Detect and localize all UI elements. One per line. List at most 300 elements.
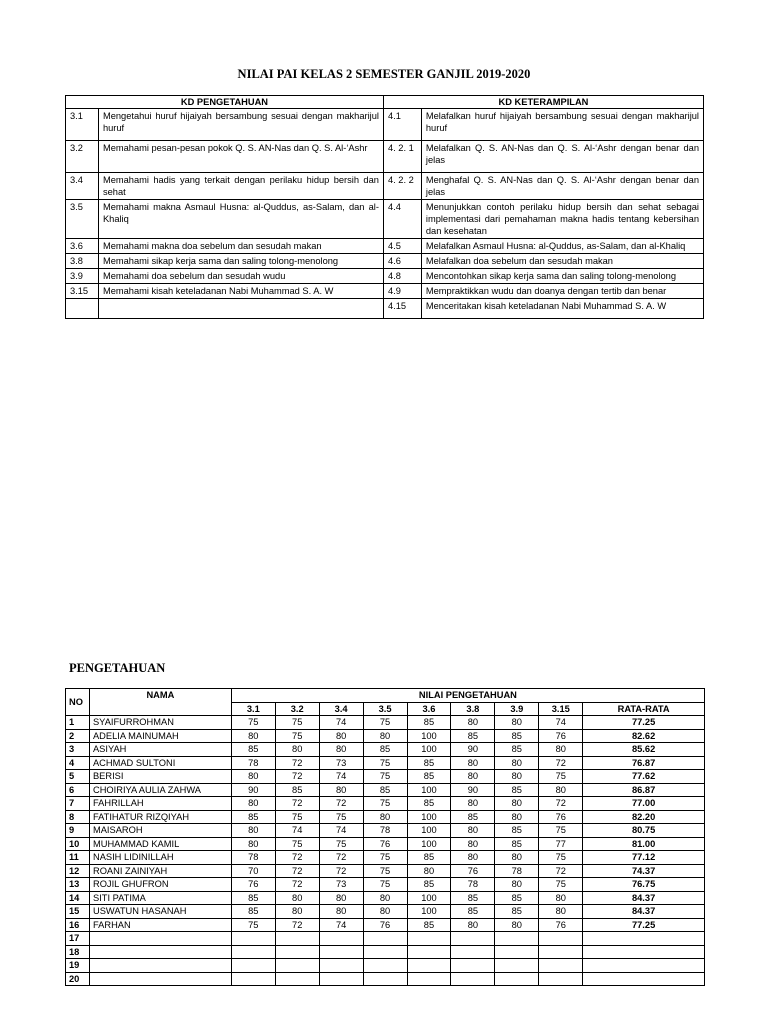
score-cell: 80 — [495, 810, 539, 824]
student-row — [66, 797, 705, 811]
score-cell: 80 — [451, 824, 495, 838]
kd-pengetahuan-number: 3.1 — [66, 109, 99, 141]
student-row — [66, 932, 705, 946]
average-score — [583, 972, 705, 986]
score-cell: 85 — [407, 756, 451, 770]
average-score: 76.87 — [583, 756, 705, 770]
score-cell — [407, 932, 451, 946]
kd-pengetahuan-text: Memahami kisah keteladanan Nabi Muhammad S. A. W — [98, 284, 383, 299]
kd-row — [66, 254, 704, 269]
score-cell — [407, 959, 451, 973]
score-cell: 100 — [407, 743, 451, 757]
score-cell: 80 — [275, 743, 319, 757]
student-number: 7 — [66, 797, 90, 811]
student-row — [66, 891, 705, 905]
score-cell — [275, 932, 319, 946]
average-score: 85.62 — [583, 743, 705, 757]
score-cell — [363, 959, 407, 973]
kd-row — [66, 269, 704, 284]
student-name — [89, 932, 231, 946]
student-number: 8 — [66, 810, 90, 824]
student-number: 12 — [66, 864, 90, 878]
score-table — [65, 688, 705, 986]
kd-pengetahuan-number: 3.4 — [66, 173, 99, 200]
kd-pengetahuan-text: Memahami doa sebelum dan sesudah wudu — [98, 269, 383, 284]
score-cell: 85 — [495, 824, 539, 838]
score-cell: 75 — [275, 729, 319, 743]
score-cell — [275, 959, 319, 973]
score-cell: 74 — [539, 716, 583, 730]
score-cell: 75 — [363, 878, 407, 892]
nilai-pengetahuan-header: NILAI PENGETAHUAN — [231, 689, 704, 703]
score-cell: 80 — [363, 905, 407, 919]
kd-keterampilan-text: Menunjukkan contoh perilaku hidup bersih dan sehat sebagai implementasi dari pemahaman makna hadis tentang kebersihan dan kesehatan — [421, 200, 703, 239]
score-cell: 100 — [407, 837, 451, 851]
student-row — [66, 729, 705, 743]
score-cell: 75 — [539, 878, 583, 892]
student-row — [66, 851, 705, 865]
student-row — [66, 824, 705, 838]
kd-keterampilan-number: 4.1 — [383, 109, 421, 141]
score-cell: 74 — [319, 770, 363, 784]
kd-keterampilan-number: 4.9 — [383, 284, 421, 299]
kd-table — [65, 95, 704, 319]
score-cell: 72 — [539, 864, 583, 878]
score-cell: 85 — [363, 783, 407, 797]
average-score: 77.62 — [583, 770, 705, 784]
score-cell: 80 — [231, 837, 275, 851]
kd-pengetahuan-text: Memahami makna doa sebelum dan sesudah makan — [98, 239, 383, 254]
average-score: 81.00 — [583, 837, 705, 851]
student-name — [89, 972, 231, 986]
student-number: 1 — [66, 716, 90, 730]
average-score: 77.00 — [583, 797, 705, 811]
student-name — [89, 959, 231, 973]
score-cell: 90 — [451, 783, 495, 797]
score-cell: 72 — [275, 797, 319, 811]
student-name: BERISI — [89, 770, 231, 784]
student-name: SITI PATIMA — [89, 891, 231, 905]
section-title-pengetahuan: PENGETAHUAN — [69, 661, 166, 675]
score-cell: 80 — [363, 729, 407, 743]
score-cell: 85 — [407, 716, 451, 730]
score-cell: 72 — [275, 878, 319, 892]
score-cell: 85 — [495, 729, 539, 743]
kd-row — [66, 299, 704, 319]
kd-pengetahuan-text — [98, 299, 383, 319]
kd-pengetahuan-number: 3.5 — [66, 200, 99, 239]
student-name: NASIH LIDINILLAH — [89, 851, 231, 865]
score-cell: 100 — [407, 824, 451, 838]
score-cell: 100 — [407, 729, 451, 743]
name-column-header: NAMA — [89, 689, 231, 716]
score-cell — [363, 945, 407, 959]
score-cell: 80 — [275, 905, 319, 919]
student-row — [66, 972, 705, 986]
kd-keterampilan-text: Melafalkan huruf hijaiyah bersambung sesuai dengan makharijul huruf — [421, 109, 703, 141]
score-cell — [495, 932, 539, 946]
score-cell: 80 — [319, 905, 363, 919]
kd-keterampilan-number: 4.4 — [383, 200, 421, 239]
score-cell — [275, 945, 319, 959]
score-cell — [231, 972, 275, 986]
student-number: 17 — [66, 932, 90, 946]
score-cell: 72 — [319, 864, 363, 878]
kd-keterampilan-text: Melafalkan Asmaul Husna: al-Quddus, as-Salam, dan al-Khaliq — [421, 239, 703, 254]
score-cell: 100 — [407, 810, 451, 824]
kd-row — [66, 173, 704, 200]
score-cell: 74 — [319, 918, 363, 932]
kd-column-header: 3.9 — [495, 702, 539, 716]
kd-pengetahuan-header: KD PENGETAHUAN — [66, 96, 384, 109]
kd-row — [66, 109, 704, 141]
kd-column-header: 3.8 — [451, 702, 495, 716]
score-cell — [363, 972, 407, 986]
score-cell — [407, 972, 451, 986]
kd-keterampilan-text: Menceritakan kisah keteladanan Nabi Muhammad S. A. W — [421, 299, 703, 319]
score-cell: 73 — [319, 756, 363, 770]
kd-pengetahuan-number: 3.2 — [66, 141, 99, 173]
student-row — [66, 945, 705, 959]
score-cell: 78 — [363, 824, 407, 838]
score-cell: 76 — [363, 918, 407, 932]
score-cell: 72 — [275, 756, 319, 770]
score-cell: 85 — [363, 743, 407, 757]
score-cell — [319, 959, 363, 973]
score-cell: 80 — [451, 918, 495, 932]
score-cell: 100 — [407, 905, 451, 919]
score-cell — [231, 959, 275, 973]
kd-header-row — [66, 96, 704, 109]
student-number: 20 — [66, 972, 90, 986]
score-cell: 80 — [495, 770, 539, 784]
student-row — [66, 810, 705, 824]
score-cell: 80 — [495, 851, 539, 865]
student-number: 11 — [66, 851, 90, 865]
score-cell: 76 — [539, 918, 583, 932]
student-name: ADELIA MAINUMAH — [89, 729, 231, 743]
score-cell: 75 — [363, 716, 407, 730]
score-cell: 80 — [451, 770, 495, 784]
kd-keterampilan-number: 4.6 — [383, 254, 421, 269]
kd-keterampilan-number: 4. 2. 1 — [383, 141, 421, 173]
student-number: 5 — [66, 770, 90, 784]
score-cell — [451, 932, 495, 946]
score-cell — [319, 932, 363, 946]
student-row — [66, 905, 705, 919]
student-row — [66, 959, 705, 973]
score-cell: 80 — [495, 716, 539, 730]
score-cell: 80 — [319, 783, 363, 797]
student-number: 19 — [66, 959, 90, 973]
kd-column-header: 3.5 — [363, 702, 407, 716]
score-cell — [539, 945, 583, 959]
score-cell: 72 — [319, 797, 363, 811]
average-score — [583, 959, 705, 973]
score-cell: 85 — [495, 783, 539, 797]
student-name: FAHRILLAH — [89, 797, 231, 811]
score-cell: 80 — [363, 810, 407, 824]
score-cell: 72 — [275, 864, 319, 878]
score-cell: 80 — [231, 797, 275, 811]
score-cell — [539, 932, 583, 946]
score-cell: 76 — [539, 729, 583, 743]
student-row — [66, 864, 705, 878]
score-cell: 75 — [363, 770, 407, 784]
score-cell: 85 — [451, 810, 495, 824]
score-cell — [319, 945, 363, 959]
student-number: 3 — [66, 743, 90, 757]
score-cell — [231, 945, 275, 959]
student-number: 10 — [66, 837, 90, 851]
score-cell: 80 — [363, 891, 407, 905]
kd-pengetahuan-text: Memahami pesan-pesan pokok Q. S. AN-Nas dan Q. S. Al-‘Ashr — [98, 141, 383, 173]
score-cell — [495, 972, 539, 986]
kd-pengetahuan-text: Memahami makna Asmaul Husna: al-Quddus, as-Salam, dan al-Khaliq — [98, 200, 383, 239]
score-cell: 85 — [407, 770, 451, 784]
kd-keterampilan-text: Menghafal Q. S. AN-Nas dan Q. S. Al-‘Ashr dengan benar dan jelas — [421, 173, 703, 200]
score-cell: 75 — [319, 810, 363, 824]
score-cell: 80 — [539, 905, 583, 919]
score-cell: 75 — [275, 716, 319, 730]
kd-pengetahuan-text: Mengetahui huruf hijaiyah bersambung sesuai dengan makharijul huruf — [98, 109, 383, 141]
score-cell: 85 — [275, 783, 319, 797]
score-cell: 80 — [319, 729, 363, 743]
kd-keterampilan-number: 4. 2. 2 — [383, 173, 421, 200]
average-score: 82.62 — [583, 729, 705, 743]
score-cell: 85 — [231, 891, 275, 905]
score-cell: 85 — [495, 837, 539, 851]
score-cell: 85 — [495, 743, 539, 757]
score-cell: 75 — [539, 824, 583, 838]
score-cell: 72 — [539, 756, 583, 770]
score-cell: 80 — [407, 864, 451, 878]
student-number: 13 — [66, 878, 90, 892]
score-cell: 72 — [275, 770, 319, 784]
kd-column-header: 3.1 — [231, 702, 275, 716]
student-number: 6 — [66, 783, 90, 797]
score-cell: 80 — [319, 891, 363, 905]
score-cell — [407, 945, 451, 959]
average-score — [583, 945, 705, 959]
score-cell: 80 — [495, 918, 539, 932]
student-name — [89, 945, 231, 959]
score-cell: 85 — [407, 851, 451, 865]
score-cell: 90 — [451, 743, 495, 757]
score-cell: 85 — [451, 729, 495, 743]
score-cell: 77 — [539, 837, 583, 851]
score-cell: 80 — [539, 783, 583, 797]
average-score: 74.37 — [583, 864, 705, 878]
kd-keterampilan-text: Melafalkan doa sebelum dan sesudah makan — [421, 254, 703, 269]
score-cell — [495, 945, 539, 959]
student-number: 14 — [66, 891, 90, 905]
score-cell: 75 — [539, 770, 583, 784]
kd-pengetahuan-number: 3.9 — [66, 269, 99, 284]
kd-keterampilan-number: 4.5 — [383, 239, 421, 254]
average-score: 77.25 — [583, 918, 705, 932]
average-score: 84.37 — [583, 905, 705, 919]
student-name: ASIYAH — [89, 743, 231, 757]
student-number: 15 — [66, 905, 90, 919]
kd-row — [66, 284, 704, 299]
average-score: 82.20 — [583, 810, 705, 824]
score-cell: 76 — [451, 864, 495, 878]
student-number: 4 — [66, 756, 90, 770]
kd-row — [66, 239, 704, 254]
no-column-header: NO — [66, 689, 90, 716]
score-cell: 75 — [231, 918, 275, 932]
student-name: ACHMAD SULTONI — [89, 756, 231, 770]
score-cell: 70 — [231, 864, 275, 878]
score-cell: 85 — [451, 891, 495, 905]
student-number: 2 — [66, 729, 90, 743]
kd-row — [66, 141, 704, 173]
score-cell: 75 — [363, 797, 407, 811]
kd-pengetahuan-number: 3.8 — [66, 254, 99, 269]
score-cell: 72 — [275, 918, 319, 932]
student-name: FARHAN — [89, 918, 231, 932]
student-name: ROJIL GHUFRON — [89, 878, 231, 892]
score-cell — [495, 959, 539, 973]
score-cell: 85 — [231, 905, 275, 919]
score-cell: 72 — [539, 797, 583, 811]
student-name: SYAIFURROHMAN — [89, 716, 231, 730]
kd-keterampilan-number: 4.8 — [383, 269, 421, 284]
score-cell: 100 — [407, 783, 451, 797]
score-cell: 78 — [451, 878, 495, 892]
score-cell: 73 — [319, 878, 363, 892]
score-header-row-1 — [66, 689, 705, 703]
score-cell: 80 — [451, 756, 495, 770]
score-cell — [451, 972, 495, 986]
student-row — [66, 770, 705, 784]
average-score: 77.12 — [583, 851, 705, 865]
score-cell: 74 — [319, 716, 363, 730]
score-cell: 75 — [363, 864, 407, 878]
score-cell: 80 — [495, 756, 539, 770]
average-score: 86.87 — [583, 783, 705, 797]
student-row — [66, 743, 705, 757]
kd-pengetahuan-number — [66, 299, 99, 319]
kd-row — [66, 200, 704, 239]
student-row — [66, 756, 705, 770]
kd-pengetahuan-number: 3.6 — [66, 239, 99, 254]
score-cell: 80 — [495, 878, 539, 892]
score-cell — [451, 959, 495, 973]
kd-column-header: 3.4 — [319, 702, 363, 716]
average-score: 77.25 — [583, 716, 705, 730]
kd-column-header: 3.15 — [539, 702, 583, 716]
average-score: 80.75 — [583, 824, 705, 838]
student-row — [66, 783, 705, 797]
score-cell: 80 — [451, 797, 495, 811]
average-score — [583, 932, 705, 946]
kd-keterampilan-header: KD KETERAMPILAN — [383, 96, 703, 109]
score-cell: 80 — [231, 824, 275, 838]
kd-pengetahuan-text: Memahami sikap kerja sama dan saling tolong-menolong — [98, 254, 383, 269]
score-cell: 75 — [319, 837, 363, 851]
score-cell: 74 — [275, 824, 319, 838]
student-name: USWATUN HASANAH — [89, 905, 231, 919]
score-cell: 78 — [231, 756, 275, 770]
score-cell: 75 — [539, 851, 583, 865]
student-name: MUHAMMAD KAMIL — [89, 837, 231, 851]
score-cell: 90 — [231, 783, 275, 797]
score-cell — [363, 932, 407, 946]
student-name: ROANI ZAINIYAH — [89, 864, 231, 878]
student-row — [66, 837, 705, 851]
score-cell: 75 — [363, 756, 407, 770]
score-cell: 85 — [231, 810, 275, 824]
average-score: 76.75 — [583, 878, 705, 892]
student-name: MAISAROH — [89, 824, 231, 838]
score-cell: 72 — [275, 851, 319, 865]
student-name: FATIHATUR RIZQIYAH — [89, 810, 231, 824]
kd-pengetahuan-text: Memahami hadis yang terkait dengan perilaku hidup bersih dan sehat — [98, 173, 383, 200]
score-cell: 76 — [539, 810, 583, 824]
student-name: CHOIRIYA AULIA ZAHWA — [89, 783, 231, 797]
student-number: 9 — [66, 824, 90, 838]
rata-rata-column-header: RATA-RATA — [583, 702, 705, 716]
score-cell: 85 — [407, 797, 451, 811]
kd-column-header: 3.6 — [407, 702, 451, 716]
score-cell: 75 — [363, 851, 407, 865]
kd-keterampilan-text: Mempraktikkan wudu dan doanya dengan tertib dan benar — [421, 284, 703, 299]
score-cell — [539, 959, 583, 973]
student-row — [66, 918, 705, 932]
student-number: 16 — [66, 918, 90, 932]
score-cell: 85 — [495, 891, 539, 905]
score-cell: 100 — [407, 891, 451, 905]
kd-keterampilan-text: Mencontohkan sikap kerja sama dan saling tolong-menolong — [421, 269, 703, 284]
score-cell: 78 — [231, 851, 275, 865]
score-cell: 80 — [451, 716, 495, 730]
score-cell: 85 — [451, 905, 495, 919]
score-cell: 85 — [407, 878, 451, 892]
student-row — [66, 716, 705, 730]
score-cell: 80 — [451, 837, 495, 851]
score-cell: 85 — [231, 743, 275, 757]
score-cell: 80 — [539, 891, 583, 905]
score-cell: 80 — [539, 743, 583, 757]
score-cell: 80 — [495, 797, 539, 811]
kd-keterampilan-number: 4.15 — [383, 299, 421, 319]
kd-keterampilan-text: Melafalkan Q. S. AN-Nas dan Q. S. Al-‘Ashr dengan benar dan jelas — [421, 141, 703, 173]
student-row — [66, 878, 705, 892]
score-cell: 80 — [319, 743, 363, 757]
score-cell: 80 — [275, 891, 319, 905]
score-cell: 80 — [231, 770, 275, 784]
kd-pengetahuan-number: 3.15 — [66, 284, 99, 299]
document-title: NILAI PAI KELAS 2 SEMESTER GANJIL 2019-2020 — [237, 67, 531, 81]
score-cell: 80 — [451, 851, 495, 865]
score-cell: 74 — [319, 824, 363, 838]
score-cell — [231, 932, 275, 946]
score-cell: 80 — [231, 729, 275, 743]
kd-column-header: 3.2 — [275, 702, 319, 716]
score-cell: 75 — [275, 837, 319, 851]
score-cell — [539, 972, 583, 986]
score-cell: 72 — [319, 851, 363, 865]
score-cell: 75 — [231, 716, 275, 730]
score-cell — [451, 945, 495, 959]
score-cell — [275, 972, 319, 986]
student-number: 18 — [66, 945, 90, 959]
score-cell: 85 — [495, 905, 539, 919]
score-cell: 76 — [231, 878, 275, 892]
score-cell: 78 — [495, 864, 539, 878]
